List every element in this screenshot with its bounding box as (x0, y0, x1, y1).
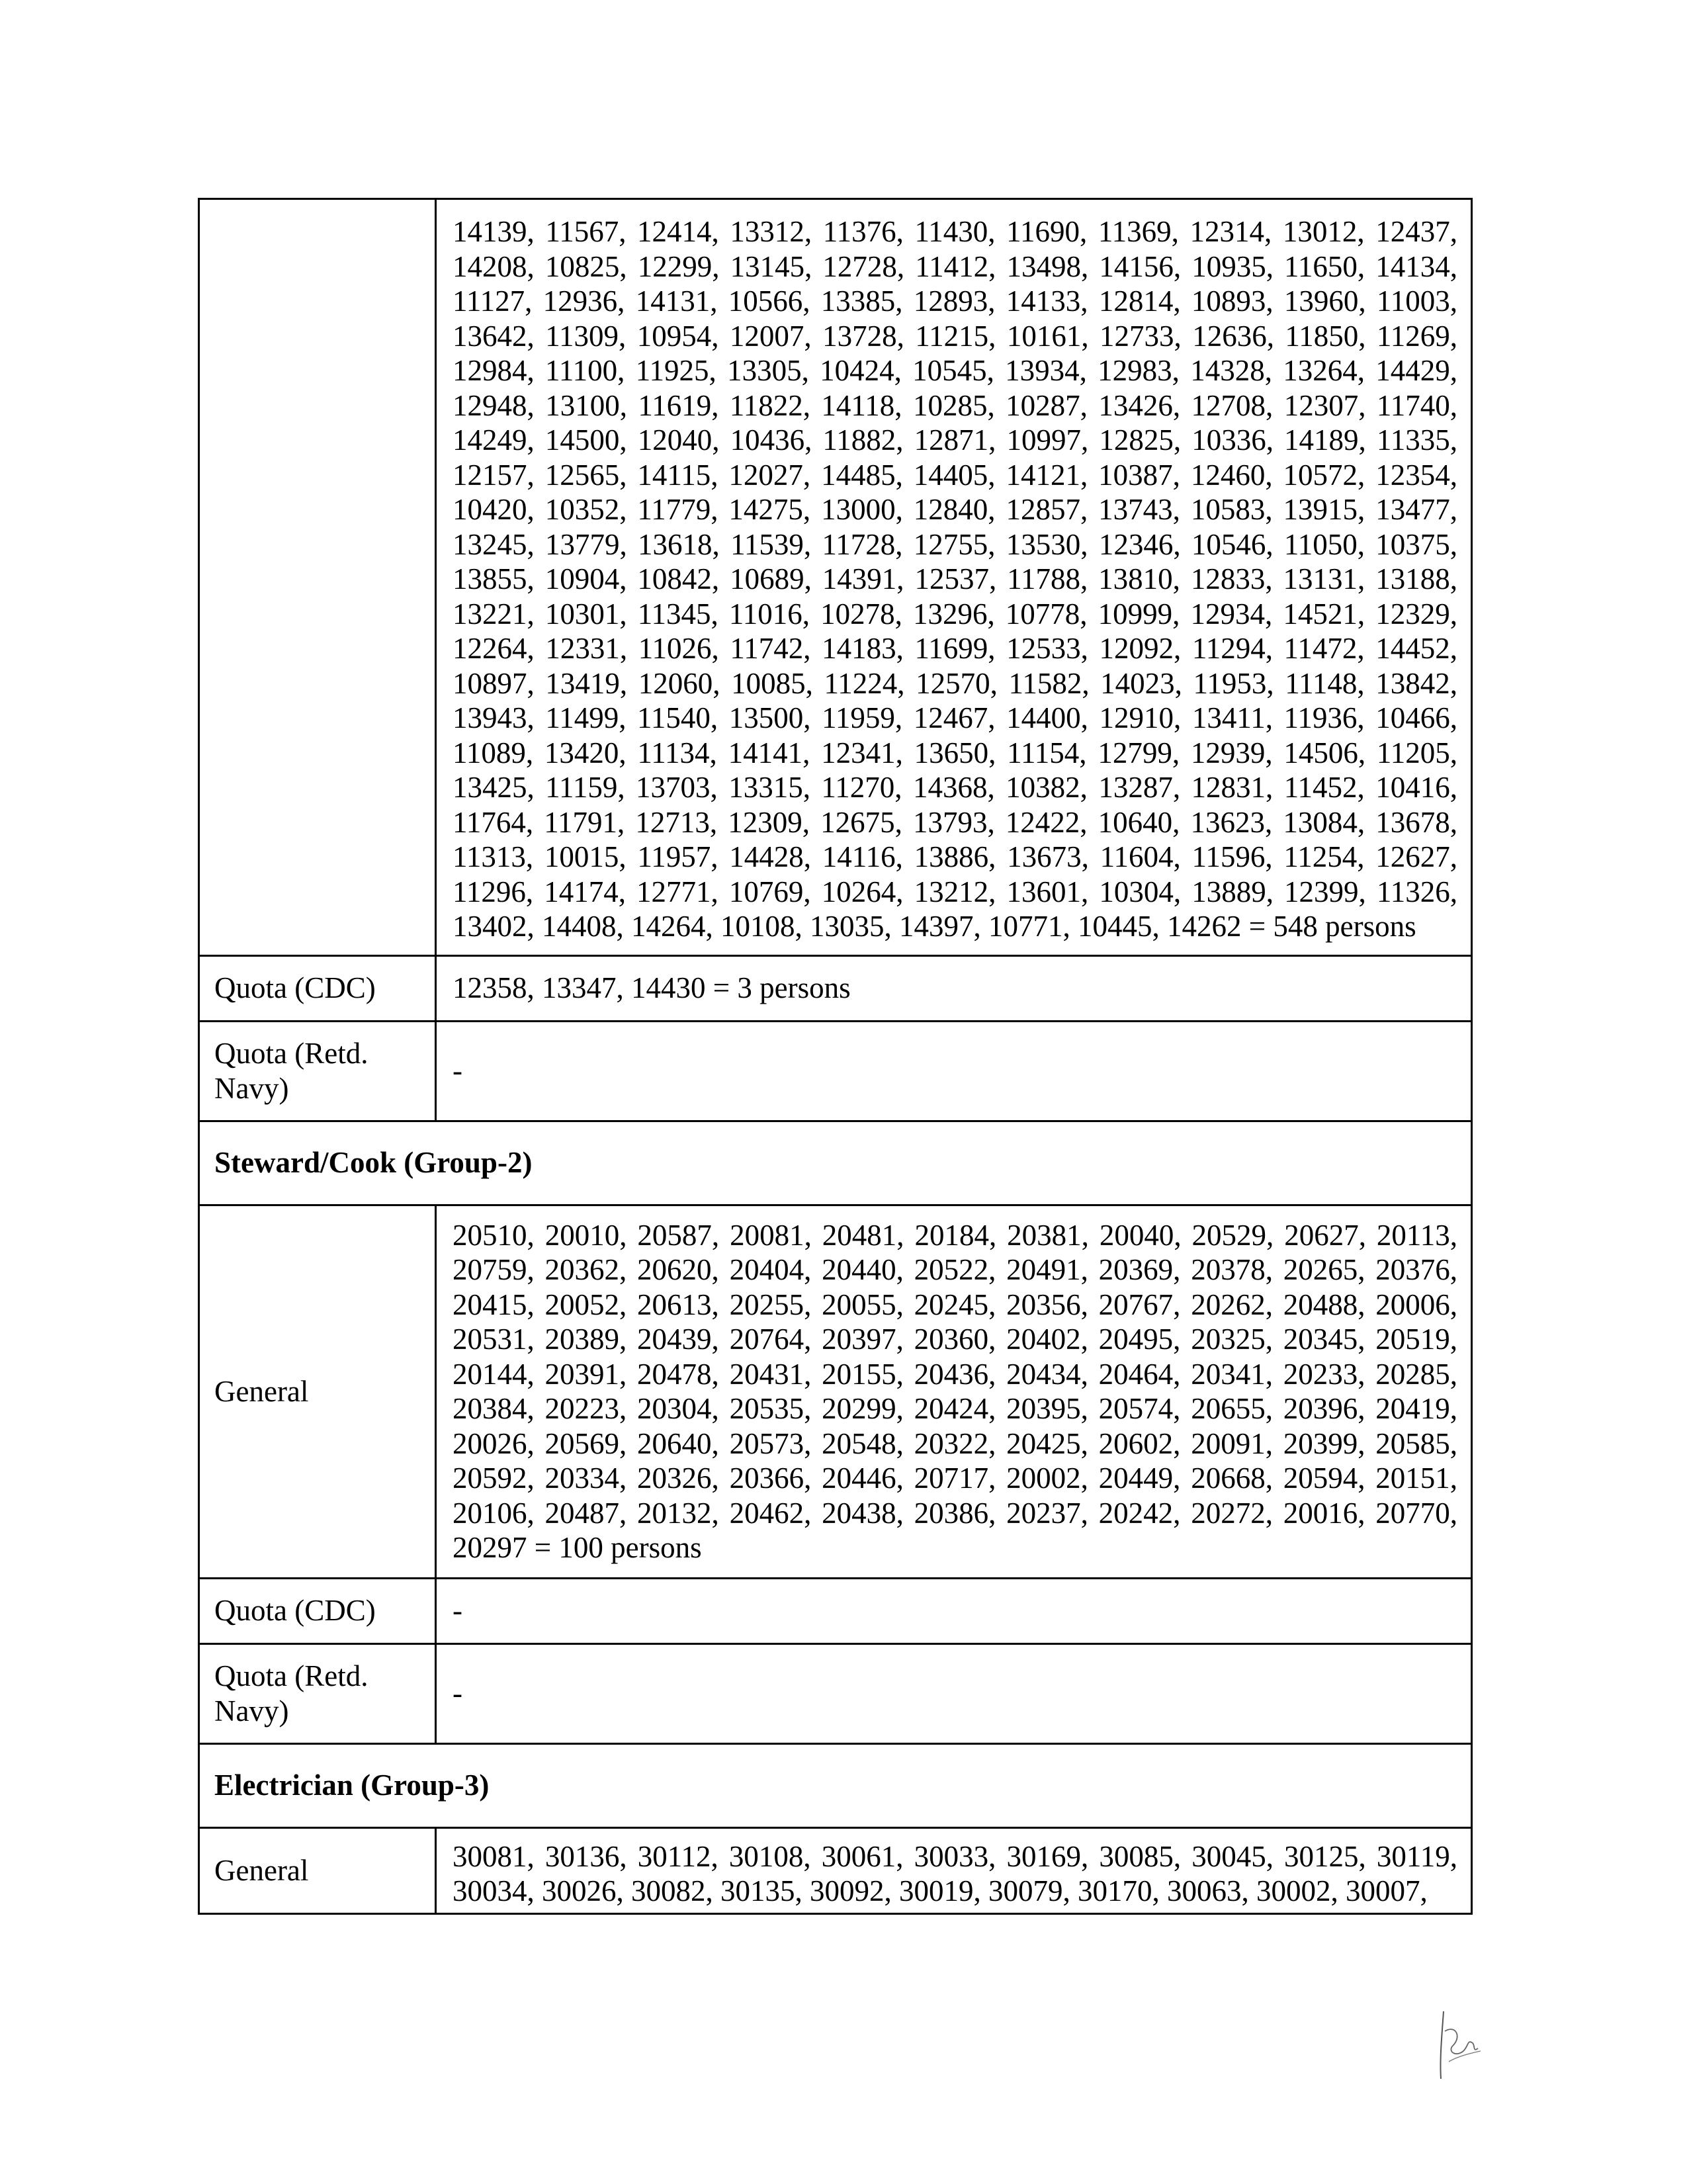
table-row (199, 1021, 1472, 1121)
table-row (199, 1578, 1472, 1643)
roll-number-list: - (436, 1021, 1472, 1121)
roll-number-list: - (436, 1578, 1472, 1643)
table-row (199, 199, 1472, 956)
table-row (199, 1827, 1472, 1913)
signature-mark (1429, 2005, 1489, 2084)
group-heading-row (199, 1743, 1472, 1827)
row-label: Quota (Retd. Navy) (199, 1643, 436, 1743)
results-table (198, 198, 1473, 1915)
group-heading: Electrician (Group-3) (199, 1743, 1472, 1827)
row-label: Quota (Retd. Navy) (199, 1021, 436, 1121)
roll-number-list: 14139, 11567, 12414, 13312, 11376, 11430, 11690, 11369, 12314, 13012, 12437, 14208, 10825, 12299, 13145, 12728, 11412, 13498, 14156, 10935, 11650, 14134, 11127, 12936, 14131, 10566, 13385, 12893, 14133, 12814, 10893, 13960, 11003, 13642, 11309, 10954, 12007, 13728, 11215, 10161, 12733, 12636, 11850, 11269, 12984, 11100, 11925, 13305, 10424, 10545, 13934, 12983, 14328, 13264, 14429, 12948, 13100, 11619, 11822, 14118, 10285, 10287, 13426, 12708, 12307, 11740, 14249, 14500, 12040, 10436, 11882, 12871, 10997, 12825, 10336, 14189, 11335, 12157, 12565, 14115, 12027, 14485, 14405, 14121, 10387, 12460, 10572, 12354, 10420, 10352, 11779, 14275, 13000, 12840, 12857, 13743, 10583, 13915, 13477, 13245, 13779, 13618, 11539, 11728, 12755, 13530, 12346, 10546, 11050, 10375, 13855, 10904, 10842, 10689, 14391, 12537, 11788, 13810, 12833, 13131, 13188, 13221, 10301, 11345, 11016, 10278, 13296, 10778, 10999, 12934, 14521, 12329, 12264, 12331, 11026, 11742, 14183, 11699, 12533, 12092, 11294, 11472, 14452, 10897, 13419, 12060, 10085, 11224, 12570, 11582, 14023, 11953, 11148, 13842, 13943, 11499, 11540, 13500, 11959, 12467, 14400, 12910, 13411, 11936, 10466, 11089, 13420, 11134, 14141, 12341, 13650, 11154, 12799, 12939, 14506, 11205, 13425, 11159, 13703, 13315, 11270, 14368, 10382, 13287, 12831, 11452, 10416, 11764, 11791, 12713, 12309, 12675, 13793, 12422, 10640, 13623, 13084, 13678, 11313, 10015, 11957, 14428, 14116, 13886, 13673, 11604, 11596, 11254, 12627, 11296, 14174, 12771, 10769, 10264, 13212, 13601, 10304, 13889, 12399, 11326, 13402, 14408, 14264, 10108, 13035, 14397, 10771, 10445, 14262 = 548 persons (436, 199, 1472, 956)
row-label: General (199, 1827, 436, 1913)
group-heading-row (199, 1121, 1472, 1205)
row-label: Quota (CDC) (199, 1578, 436, 1643)
group-heading: Steward/Cook (Group-2) (199, 1121, 1472, 1205)
roll-number-list: 12358, 13347, 14430 = 3 persons (436, 955, 1472, 1021)
table-row (199, 1205, 1472, 1578)
roll-number-list: 30081, 30136, 30112, 30108, 30061, 30033, 30169, 30085, 30045, 30125, 30119, 30034, 30026, 30082, 30135, 30092, 30019, 30079, 30170, 30063, 30002, 30007, (436, 1827, 1472, 1913)
row-label: General (199, 1205, 436, 1578)
roll-number-list: 20510, 20010, 20587, 20081, 20481, 20184, 20381, 20040, 20529, 20627, 20113, 20759, 20362, 20620, 20404, 20440, 20522, 20491, 20369, 20378, 20265, 20376, 20415, 20052, 20613, 20255, 20055, 20245, 20356, 20767, 20262, 20488, 20006, 20531, 20389, 20439, 20764, 20397, 20360, 20402, 20495, 20325, 20345, 20519, 20144, 20391, 20478, 20431, 20155, 20436, 20434, 20464, 20341, 20233, 20285, 20384, 20223, 20304, 20535, 20299, 20424, 20395, 20574, 20655, 20396, 20419, 20026, 20569, 20640, 20573, 20548, 20322, 20425, 20602, 20091, 20399, 20585, 20592, 20334, 20326, 20366, 20446, 20717, 20002, 20449, 20668, 20594, 20151, 20106, 20487, 20132, 20462, 20438, 20386, 20237, 20242, 20272, 20016, 20770, 20297 = 100 persons (436, 1205, 1472, 1578)
roll-number-list: - (436, 1643, 1472, 1743)
row-label: Quota (CDC) (199, 955, 436, 1021)
table-row (199, 955, 1472, 1021)
row-label (199, 199, 436, 956)
table-row (199, 1643, 1472, 1743)
